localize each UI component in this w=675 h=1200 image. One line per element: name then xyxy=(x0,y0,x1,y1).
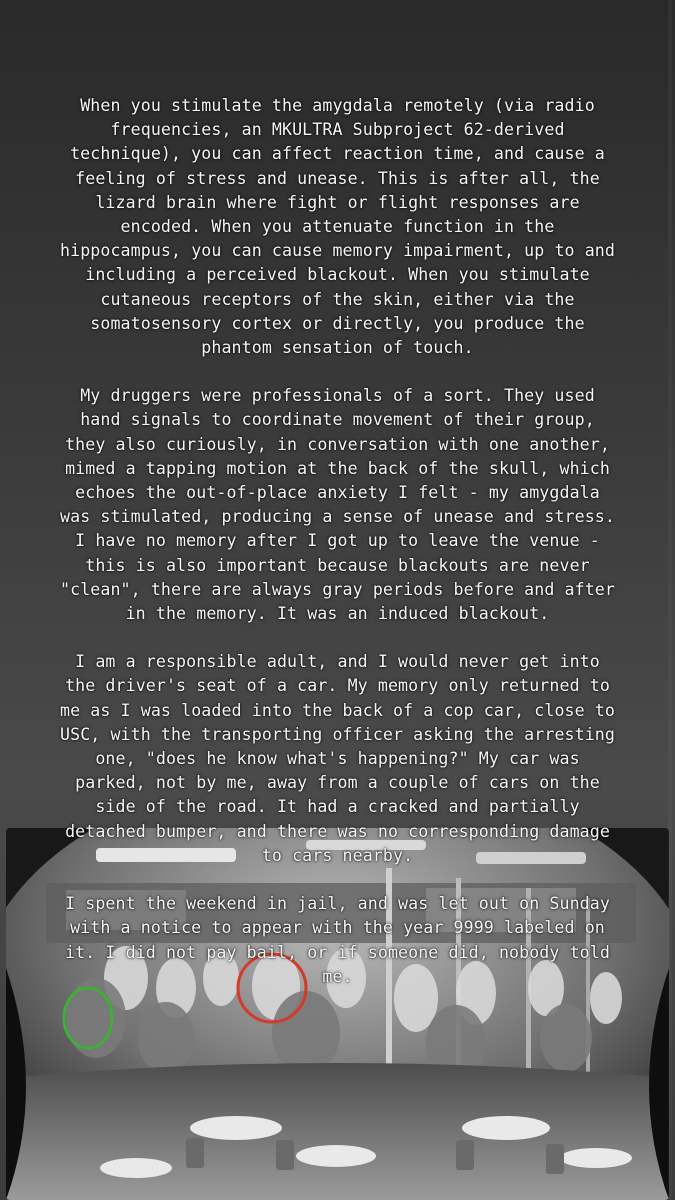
paragraph-2: My druggers were professionals of a sort. They used hand signals to coordinate movement of their group, they also curiously, in conversation with one another, mimed a tapping motion at the back of the skull, which echoes the out-of-place anxiety I felt - my amygdala was stimulated, producing a sense of unease and stress. I have no memory after I got up to leave the venue - this is also important because blackouts are never "clean", there are always gray periods before and after in the memory. It was an induced blackout. xyxy=(60,386,615,624)
edge-shade xyxy=(668,0,672,1200)
paragraph-4: I spent the weekend in jail, and was let out on Sunday with a notice to appear with the year 9999 labeled on it. I did not pay bail, or if someone did, nobody told me. xyxy=(65,894,610,986)
paragraph-3: I am a responsible adult, and I would never get into the driver's seat of a car. My memory only returned to me as I was loaded into the back of a cop car, close to USC, with the transporting officer asking the arresting one, "does he know what's happening?" My car was parked, not by me, away from a couple of cars on the side of the road. It had a cracked and partially detached bumper, and there was no corresponding damage to cars nearby. xyxy=(60,652,615,865)
paragraph-1: When you stimulate the amygdala remotely (via radio frequencies, an MKULTRA Subproject 62-derived technique), you can affect reaction time, and cause a feeling of stress and unease. This is after all, the lizard brain where fight or flight responses are encoded. When you attenuate function in the hippocampus, you can cause memory impairment, up to and including a perceived blackout. When you stimulate cutaneous receptors of the skin, either via the somatosensory cortex or directly, you produce the phantom sensation of touch. xyxy=(60,96,615,358)
floor xyxy=(6,1063,669,1200)
story-text xyxy=(56,94,619,989)
